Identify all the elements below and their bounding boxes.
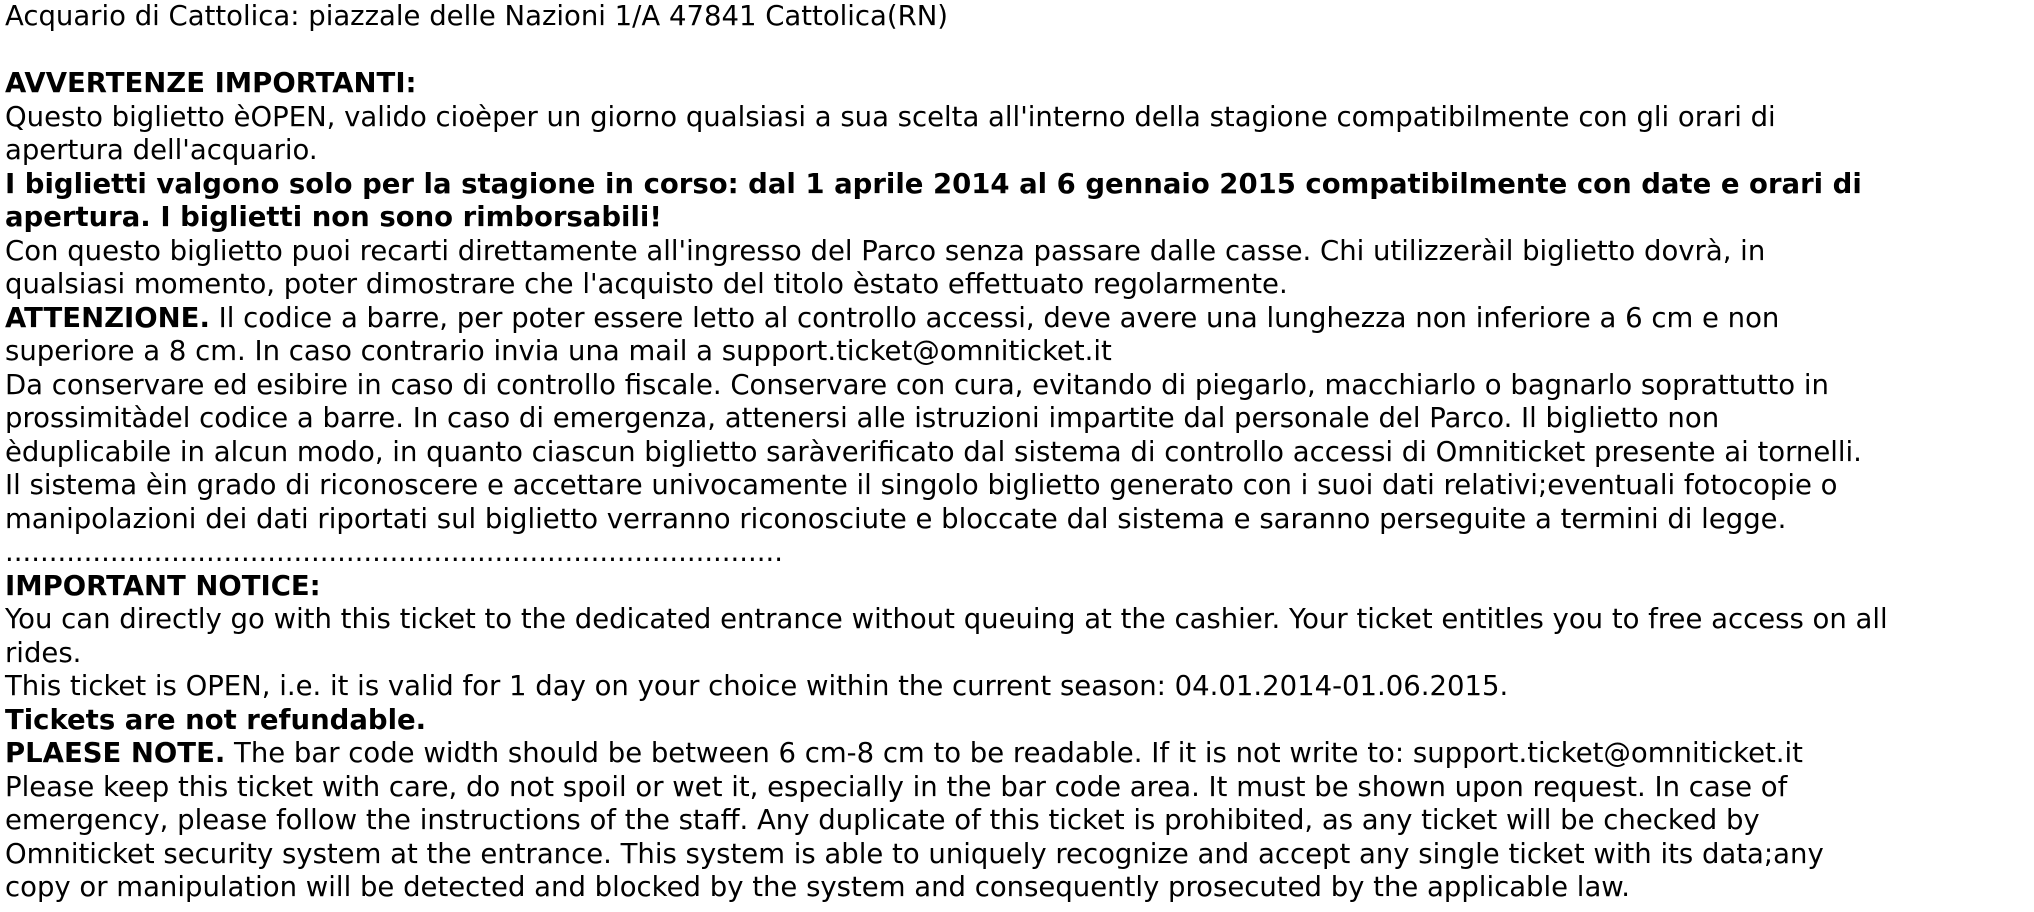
it-attention-line-1 xyxy=(5,302,2029,336)
en-refund-line: Tickets are not refundable. xyxy=(5,703,427,736)
it-season-line-1: I biglietti valgono solo per la stagione in corso: dal 1 aprile 2014 al 6 gennaio 2015 compatibilmente con date e orari di xyxy=(5,167,1862,200)
en-open-line: This ticket is OPEN, i.e. it is valid for 1 day on your choice within the current season: 04.01.2014-01.06.2015. xyxy=(5,670,1509,702)
it-entry-line-2: qualsiasi momento, poter dimostrare che l'acquisto del titolo èstato effettuato regolarmente. xyxy=(5,268,1288,300)
dotted-separator: ......................................................................................... xyxy=(5,536,783,568)
en-keep-line-3: Omniticket security system at the entrance. This system is able to uniquely recognize and accept any single ticket with its data;any xyxy=(5,837,1824,870)
en-direct-line-1: You can directly go with this ticket to the dedicated entrance without queuing at the cashier. Your ticket entitles you to free access on all xyxy=(5,603,1888,635)
it-attention-line-2: superiore a 8 cm. In caso contrario invia una mail a support.ticket@omniticket.it xyxy=(5,335,1112,367)
en-note-label: PLAESE NOTE. xyxy=(5,737,226,769)
it-open-line-1: Questo biglietto èOPEN, valido cioèper un giorno qualsiasi a sua scelta all'interno della stagione compatibilmente con gli orari di xyxy=(5,100,1776,133)
it-keep-line-5: manipolazioni dei dati riportati sul biglietto verranno riconosciute e bloccate dal sistema e saranno perseguite a termini di legge. xyxy=(5,502,1787,535)
venue-address: Acquario di Cattolica: piazzale delle Nazioni 1/A 47841 Cattolica(RN) xyxy=(5,0,949,32)
en-keep-line-1: Please keep this ticket with care, do not spoil or wet it, especially in the bar code area. It must be shown upon request. In case of xyxy=(5,770,1788,803)
it-keep-line-4: Il sistema èin grado di riconoscere e accettare univocamente il singolo biglietto generato con i suoi dati relativi;eventuali fotocopie o xyxy=(5,469,1838,501)
en-keep-line-2: emergency, please follow the instructions of the staff. Any duplicate of this ticket is prohibited, as any ticket will be checked by xyxy=(5,804,1760,836)
it-heading: AVVERTENZE IMPORTANTI: xyxy=(5,67,417,99)
it-keep-line-1: Da conservare ed esibire in caso di controllo fiscale. Conservare con cura, evitando di piegarlo, macchiarlo o bagnarlo soprattutto in xyxy=(5,368,1829,401)
it-season-line-2: apertura. I biglietti non sono rimborsabili! xyxy=(5,201,662,233)
it-open-line-2: apertura dell'acquario. xyxy=(5,134,318,166)
en-direct-line-2: rides. xyxy=(5,636,82,669)
en-note-text: The bar code width should be between 6 cm-8 cm to be readable. If it is not write to: support.ticket@omniticket.it xyxy=(225,737,1803,769)
it-keep-line-3: èduplicabile in alcun modo, in quanto ciascun biglietto saràverificato dal sistema di controllo accessi di Omniticket presente ai tornelli. xyxy=(5,435,1862,468)
en-heading: IMPORTANT NOTICE: xyxy=(5,569,321,602)
blank-line xyxy=(5,34,2029,68)
it-attention-text: Il codice a barre, per poter essere letto al controllo accessi, deve avere una lunghezza non inferiore a 6 cm e non xyxy=(209,301,1780,334)
it-entry-line-1: Con questo biglietto puoi recarti direttamente all'ingresso del Parco senza passare dalle casse. Chi utilizzeràil biglietto dovrà, in xyxy=(5,234,1766,267)
en-note-line xyxy=(5,737,2029,771)
en-keep-line-4: copy or manipulation will be detected and blocked by the system and consequently prosecuted by the applicable law. xyxy=(5,871,1631,903)
it-keep-line-2: prossimitàdel codice a barre. In caso di emergenza, attenersi alle istruzioni impartite dal personale del Parco. Il biglietto non xyxy=(5,402,1720,434)
it-attention-label: ATTENZIONE. xyxy=(5,301,210,334)
ticket-terms-document xyxy=(5,0,2029,905)
